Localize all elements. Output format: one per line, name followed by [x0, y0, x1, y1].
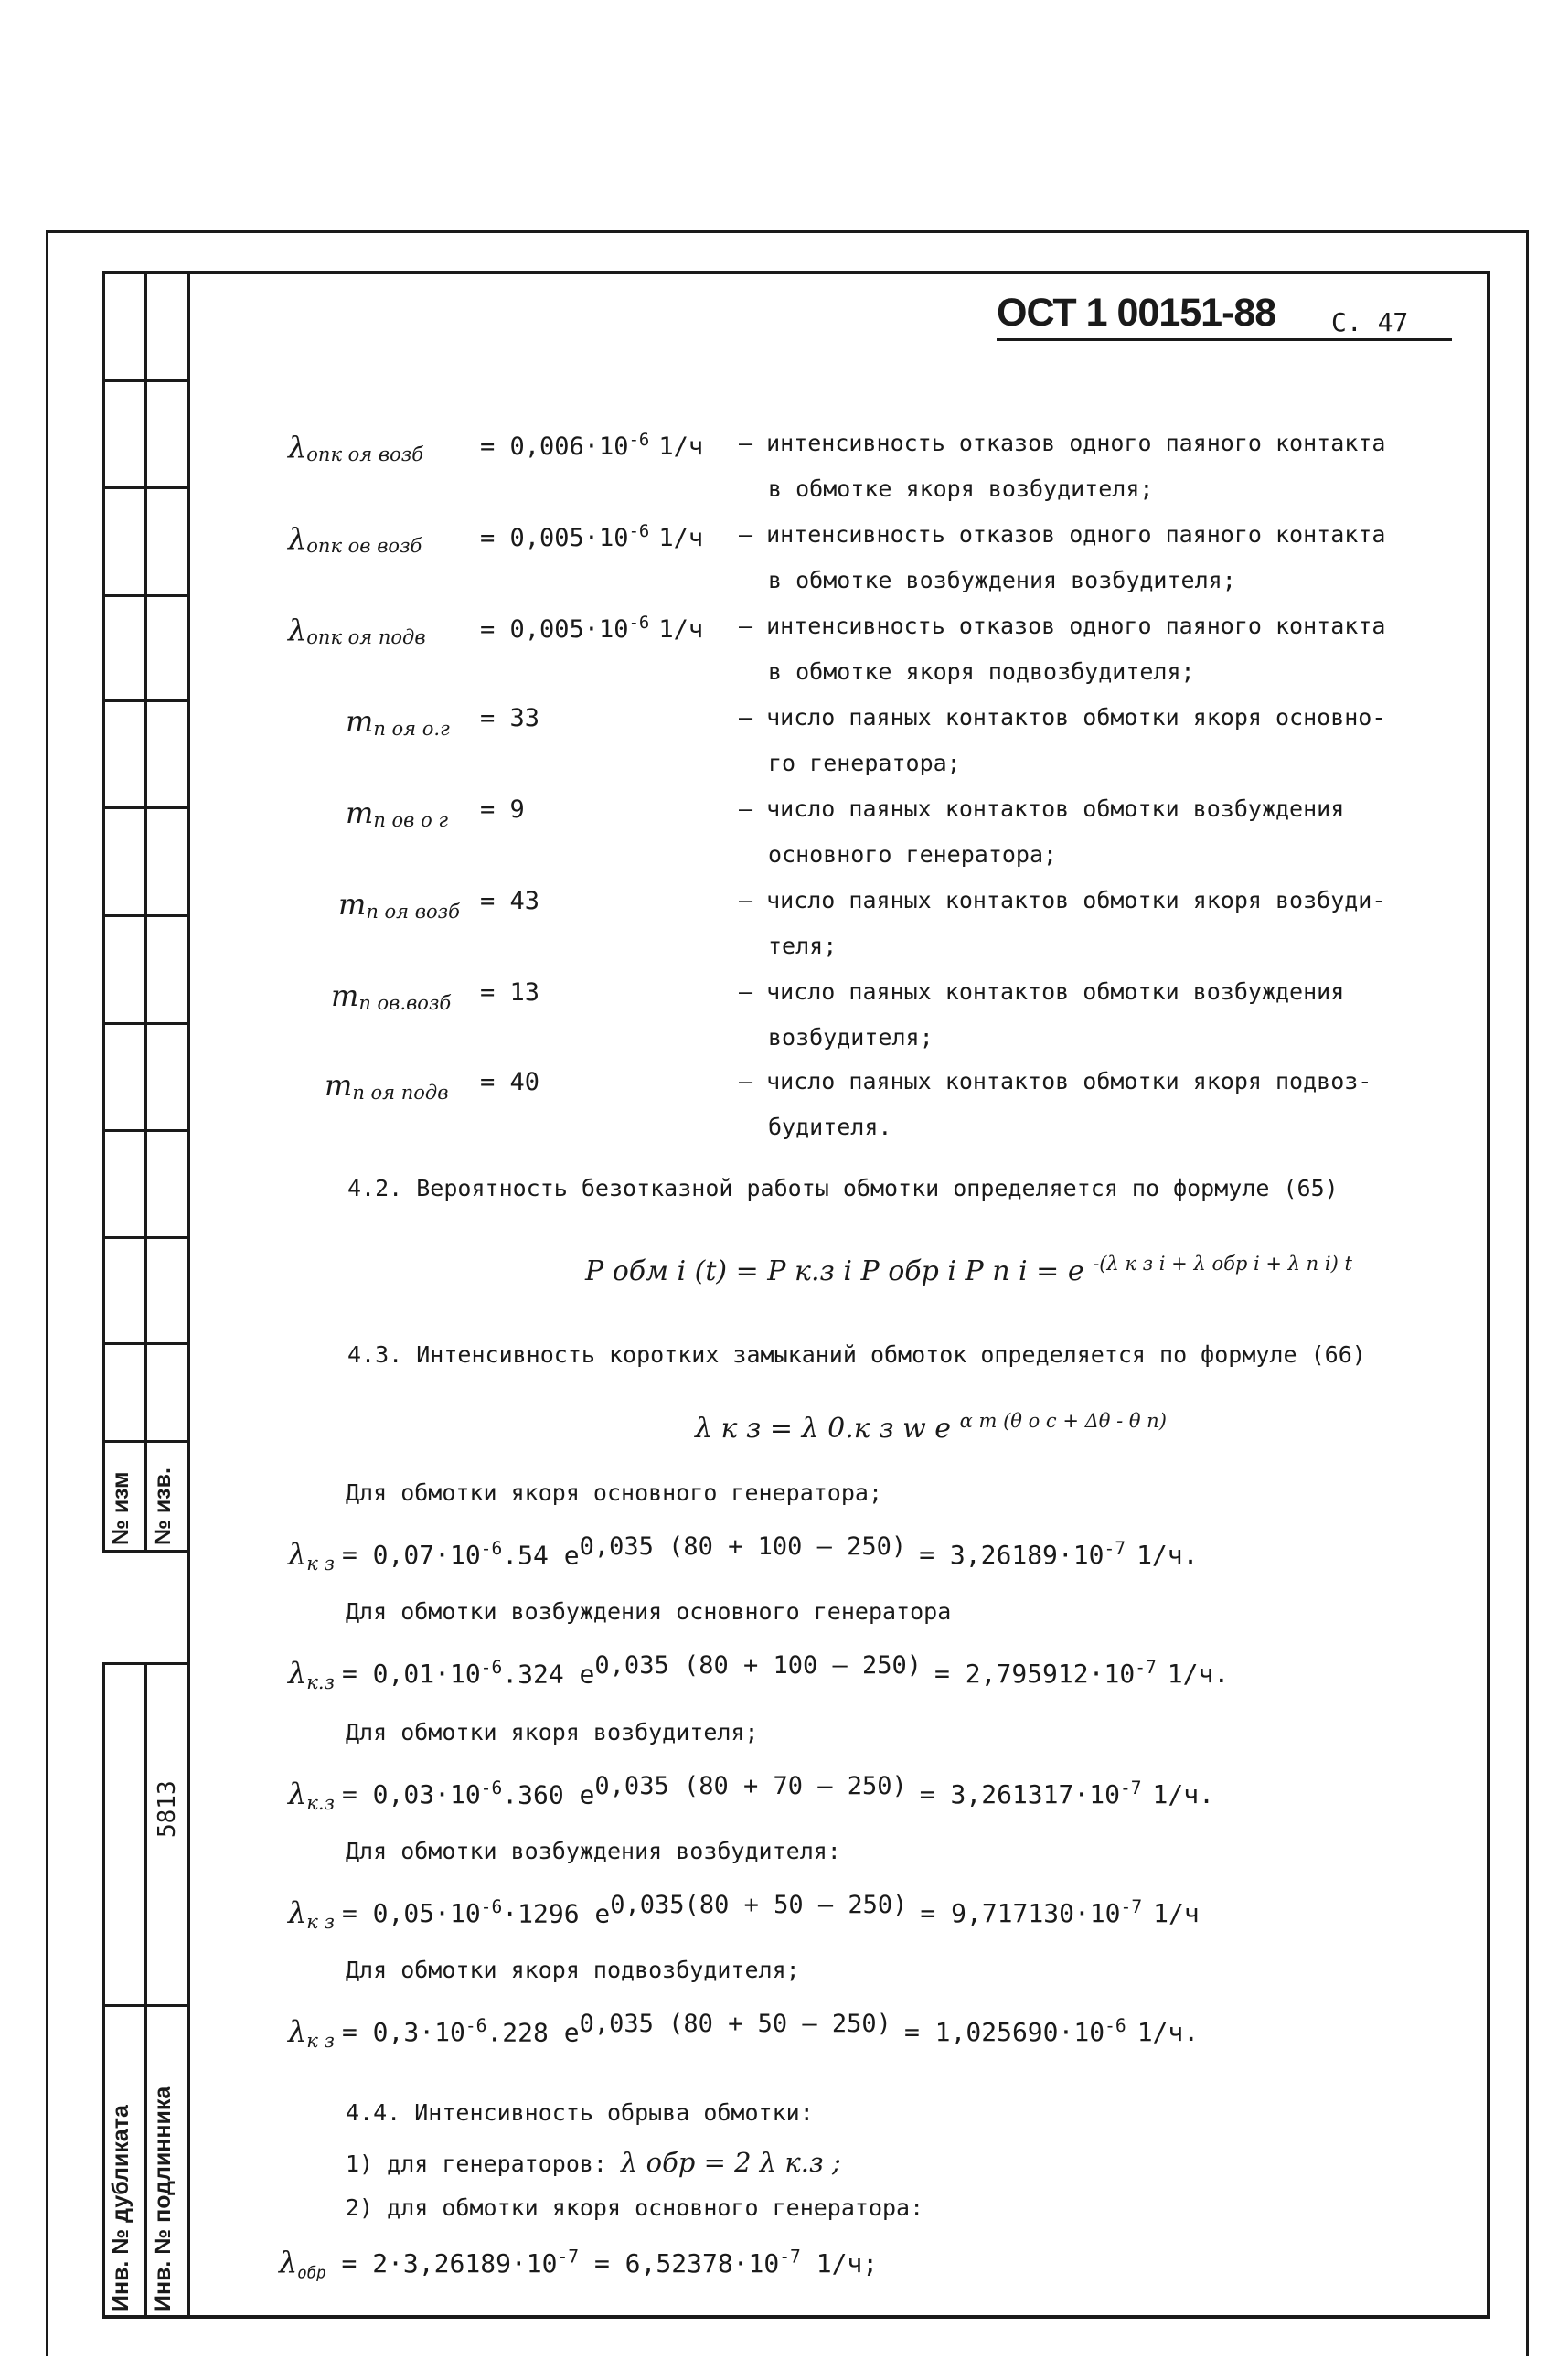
definition-description: – интенсивность отказов одного паяного контакта: [739, 430, 1386, 456]
definition-description: – интенсивность отказов одного паяного контакта: [739, 613, 1386, 639]
definition-description: – число паяных контактов обмотки возбуждения: [739, 795, 1345, 822]
calc-result: = 9,717130·10: [920, 1898, 1121, 1929]
frame-top: [102, 271, 1489, 274]
calc-lhs-sub: к.з: [306, 1791, 335, 1814]
stamp-row: [102, 379, 187, 382]
calc-lhs: λ: [288, 1776, 307, 1811]
definition-exponent: -6: [628, 613, 650, 633]
calc-unit: 1/ч.: [1136, 2017, 1200, 2048]
calc-exponent: 0,035(80 + 50 – 250): [610, 1891, 908, 1919]
final-equation: [279, 2245, 878, 2283]
section-4-4-title: 4.4. Интенсивность обрыва обмотки:: [346, 2099, 814, 2126]
calc-result-exp: -6: [1104, 2015, 1126, 2036]
stamp-row: [102, 594, 187, 597]
final-unit: 1/ч;: [816, 2248, 879, 2279]
calculation-equation: [288, 1891, 1200, 1933]
formula-66-exp: α т (θ о с + Δθ - θ п): [959, 1410, 1167, 1432]
definition-subscript: п оя возб: [366, 901, 460, 923]
definition-unit: 1/ч: [658, 615, 704, 644]
calc-rhs-pre: = 0,01·10: [341, 1659, 481, 1690]
final-result: = 6,52378·10: [593, 2248, 780, 2279]
definition-symbol: m: [331, 978, 359, 1013]
definition-value: [480, 887, 539, 915]
calculation-equation: [288, 1772, 1214, 1814]
inv-dubl-label: Инв. № дубликата: [108, 2105, 133, 2311]
calculation-equation: [288, 1651, 1229, 1693]
calc-unit: 1/ч.: [1136, 1540, 1199, 1571]
stamp-top-left: [102, 271, 187, 273]
inv-block-left: [102, 1662, 105, 2319]
definition-subscript: опк оя возб: [306, 443, 424, 466]
final-lhs: λ: [279, 2245, 298, 2279]
definition-description: возбудителя;: [768, 1024, 934, 1051]
calc-lhs: λ: [288, 1655, 307, 1691]
calc-rhs-pre-exp: -6: [464, 2015, 487, 2036]
stamp-row: [102, 1440, 187, 1443]
calc-rhs-pre: = 0,07·10: [341, 1540, 481, 1571]
section-4-4-item1: [346, 2147, 841, 2178]
item1-formula: λ обр = 2 λ к.з ;: [621, 2147, 841, 2178]
inv-podl-label: Инв. № подлинника: [150, 2086, 176, 2311]
formula-65: [585, 1253, 1352, 1287]
calc-exponent: 0,035 (80 + 70 – 250): [594, 1772, 907, 1800]
stamp-izm-label: № изм: [108, 1471, 133, 1545]
calc-rhs-pre-exp: -6: [480, 1538, 503, 1559]
definition-row: [331, 978, 451, 1014]
definition-symbol: λ: [288, 613, 307, 647]
definition-value: [480, 978, 539, 1007]
definition-value-text: = 40: [480, 1068, 540, 1096]
stamp-col-mid: [144, 271, 147, 1551]
calc-rhs-mid: .360 e: [502, 1779, 595, 1810]
stamp-row: [102, 914, 187, 917]
calc-lhs: λ: [288, 2013, 307, 2049]
calc-lhs-sub: к з: [306, 2029, 335, 2052]
definition-row: [288, 521, 422, 557]
calc-result-exp: -7: [1135, 1657, 1157, 1678]
definition-subscript: опк ов возб: [306, 535, 422, 558]
definition-description: го генератора;: [768, 750, 961, 776]
definition-subscript: п ов о г: [373, 809, 449, 832]
definition-value-text: = 43: [480, 887, 540, 915]
definition-description: теля;: [768, 933, 838, 959]
definition-value: [480, 613, 703, 644]
stamp-row: [102, 1022, 187, 1025]
calc-rhs-mid: .228 e: [486, 2017, 580, 2048]
calc-result: = 3,261317·10: [919, 1779, 1120, 1810]
calculation-label: Для обмотки якоря возбудителя;: [346, 1719, 759, 1745]
definition-description: в обмотке возбуждения возбудителя;: [768, 567, 1236, 593]
definition-description: в обмотке якоря возбудителя;: [768, 475, 1154, 502]
stamp-row: [102, 806, 187, 809]
definition-description: – число паяных контактов обмотки возбуждения: [739, 978, 1345, 1005]
final-rhs: = 2·3,26189·10: [341, 2248, 558, 2279]
definition-description: в обмотке якоря подвозбудителя;: [768, 658, 1195, 685]
calc-rhs-mid: .54 e: [502, 1540, 580, 1571]
definition-row: [288, 613, 426, 648]
definition-description: – интенсивность отказов одного паяного контакта: [739, 521, 1386, 548]
definition-value: [480, 795, 525, 824]
frame-inner-left: [187, 271, 190, 2319]
calculation-equation: [288, 2010, 1199, 2052]
calc-result-exp: -7: [1120, 1896, 1143, 1917]
definition-unit: 1/ч: [658, 432, 704, 461]
calc-rhs-mid: ·1296 e: [502, 1898, 611, 1929]
header-underline: [997, 338, 1452, 341]
calc-rhs-pre-exp: -6: [480, 1777, 503, 1798]
definition-symbol: λ: [288, 521, 307, 556]
definition-value: [480, 704, 539, 732]
frame-bottom: [102, 2315, 1489, 2319]
standard-code: ОСТ 1 00151-88: [997, 291, 1276, 335]
definition-value-text: = 0,005·10: [480, 524, 629, 552]
definition-unit: 1/ч: [658, 524, 704, 552]
definition-row: [338, 887, 460, 923]
calc-lhs-sub: к з: [306, 1552, 335, 1574]
definition-subscript: опк оя подв: [306, 626, 426, 649]
section-4-4-item2: 2) для обмотки якоря основного генератора:: [346, 2194, 924, 2221]
definition-description: – число паяных контактов обмотки якоря основно-: [739, 704, 1386, 731]
definition-subscript: п оя подв: [352, 1082, 449, 1105]
outer-border-left: [46, 230, 48, 2356]
calc-result-exp: -7: [1104, 1538, 1126, 1559]
definition-symbol: m: [346, 704, 374, 739]
section-4-3-text: 4.3. Интенсивность коротких замыканий обмоток определяется по формуле (66): [347, 1341, 1366, 1368]
stamp-col-left: [102, 271, 105, 1551]
calc-exponent: 0,035 (80 + 100 – 250): [594, 1651, 923, 1680]
definition-exponent: -6: [628, 430, 650, 450]
definition-row: [346, 704, 450, 740]
definition-value-text: = 0,006·10: [480, 432, 629, 461]
final-result-exp: -7: [779, 2246, 801, 2268]
calculation-equation: [288, 1532, 1199, 1574]
definition-description: основного генератора;: [768, 841, 1058, 868]
stamp-row: [102, 1342, 187, 1345]
calculation-label: Для обмотки якоря основного генератора;: [346, 1479, 882, 1506]
definition-symbol: m: [338, 887, 367, 922]
inv-number: 5813: [154, 1780, 181, 1838]
page-number: С. 47: [1331, 307, 1409, 337]
calc-unit: 1/ч.: [1152, 1779, 1214, 1810]
definition-symbol: m: [325, 1068, 353, 1103]
formula-65-exp: -(λ к з i + λ обр i + λ п i) t: [1093, 1253, 1352, 1275]
definition-value: [480, 1068, 539, 1096]
calc-result: = 1,025690·10: [903, 2017, 1105, 2048]
inv-block-mid: [144, 1662, 147, 2319]
calc-rhs-mid: .324 e: [502, 1659, 595, 1690]
inv-block-divider: [102, 2004, 187, 2007]
stamp-row: [102, 486, 187, 489]
definition-row: [346, 795, 448, 831]
stamp-izv-label: № изв.: [150, 1467, 176, 1545]
stamp-row: [102, 1236, 187, 1239]
calculation-label: Для обмотки возбуждения основного генератора: [346, 1598, 952, 1625]
final-rhs-exp: -7: [557, 2246, 580, 2268]
final-sub: обр: [297, 2264, 326, 2283]
formula-65-body: P обм i (t) = P к.з i P обр i P п i = e: [585, 1255, 1084, 1287]
definition-description: – число паяных контактов обмотки якоря возбуди-: [739, 887, 1386, 913]
definition-value-text: = 0,005·10: [480, 615, 629, 644]
calc-unit: 1/ч: [1153, 1898, 1200, 1929]
calc-result: = 2,795912·10: [934, 1659, 1136, 1690]
calc-lhs-sub: к.з: [306, 1670, 335, 1693]
calc-rhs-pre: = 0,03·10: [341, 1779, 481, 1810]
calculation-label: Для обмотки возбуждения возбудителя:: [346, 1838, 841, 1864]
formula-66: [695, 1410, 1167, 1445]
calculation-label: Для обмотки якоря подвозбудителя;: [346, 1957, 800, 1983]
calc-lhs-sub: к з: [306, 1910, 335, 1933]
definition-value-text: = 33: [480, 704, 540, 732]
calc-exponent: 0,035 (80 + 50 – 250): [579, 2010, 891, 2038]
frame-right: [1487, 271, 1490, 2319]
definition-row: [325, 1068, 448, 1104]
calc-rhs-pre: = 0,05·10: [341, 1898, 481, 1929]
definition-description: – число паяных контактов обмотки якоря подвоз-: [739, 1068, 1372, 1094]
outer-border-top: [46, 230, 1529, 233]
calc-unit: 1/ч.: [1167, 1659, 1230, 1690]
calc-result: = 3,26189·10: [919, 1540, 1104, 1571]
definition-row: [288, 430, 423, 465]
definition-value: [480, 521, 703, 552]
formula-66-body: λ к з = λ 0.к з w e: [695, 1413, 952, 1445]
stamp-row: [102, 1550, 187, 1553]
calc-rhs-pre: = 0,3·10: [341, 2017, 465, 2048]
calc-exponent: 0,035 (80 + 100 – 250): [579, 1532, 907, 1561]
calc-lhs: λ: [288, 1894, 307, 1930]
definition-exponent: -6: [628, 521, 650, 541]
section-4-2-text: 4.2. Вероятность безотказной работы обмотки определяется по формуле (65): [347, 1175, 1339, 1201]
definition-subscript: п оя о.г: [373, 718, 450, 741]
definition-description: будителя.: [768, 1114, 892, 1140]
calc-result-exp: -7: [1119, 1777, 1142, 1798]
stamp-row: [102, 1129, 187, 1132]
calc-lhs: λ: [288, 1536, 307, 1572]
definition-symbol: m: [346, 795, 374, 830]
definition-subscript: п ов.возб: [358, 992, 452, 1015]
definition-value: [480, 430, 703, 461]
definition-symbol: λ: [288, 430, 307, 464]
stamp-row: [102, 699, 187, 702]
item1-prefix: 1) для генераторов:: [346, 2151, 607, 2177]
calc-rhs-pre-exp: -6: [480, 1896, 503, 1917]
definition-value-text: = 9: [480, 795, 525, 824]
calc-rhs-pre-exp: -6: [480, 1657, 503, 1678]
definition-value-text: = 13: [480, 978, 540, 1007]
outer-border-right: [1526, 230, 1529, 2356]
